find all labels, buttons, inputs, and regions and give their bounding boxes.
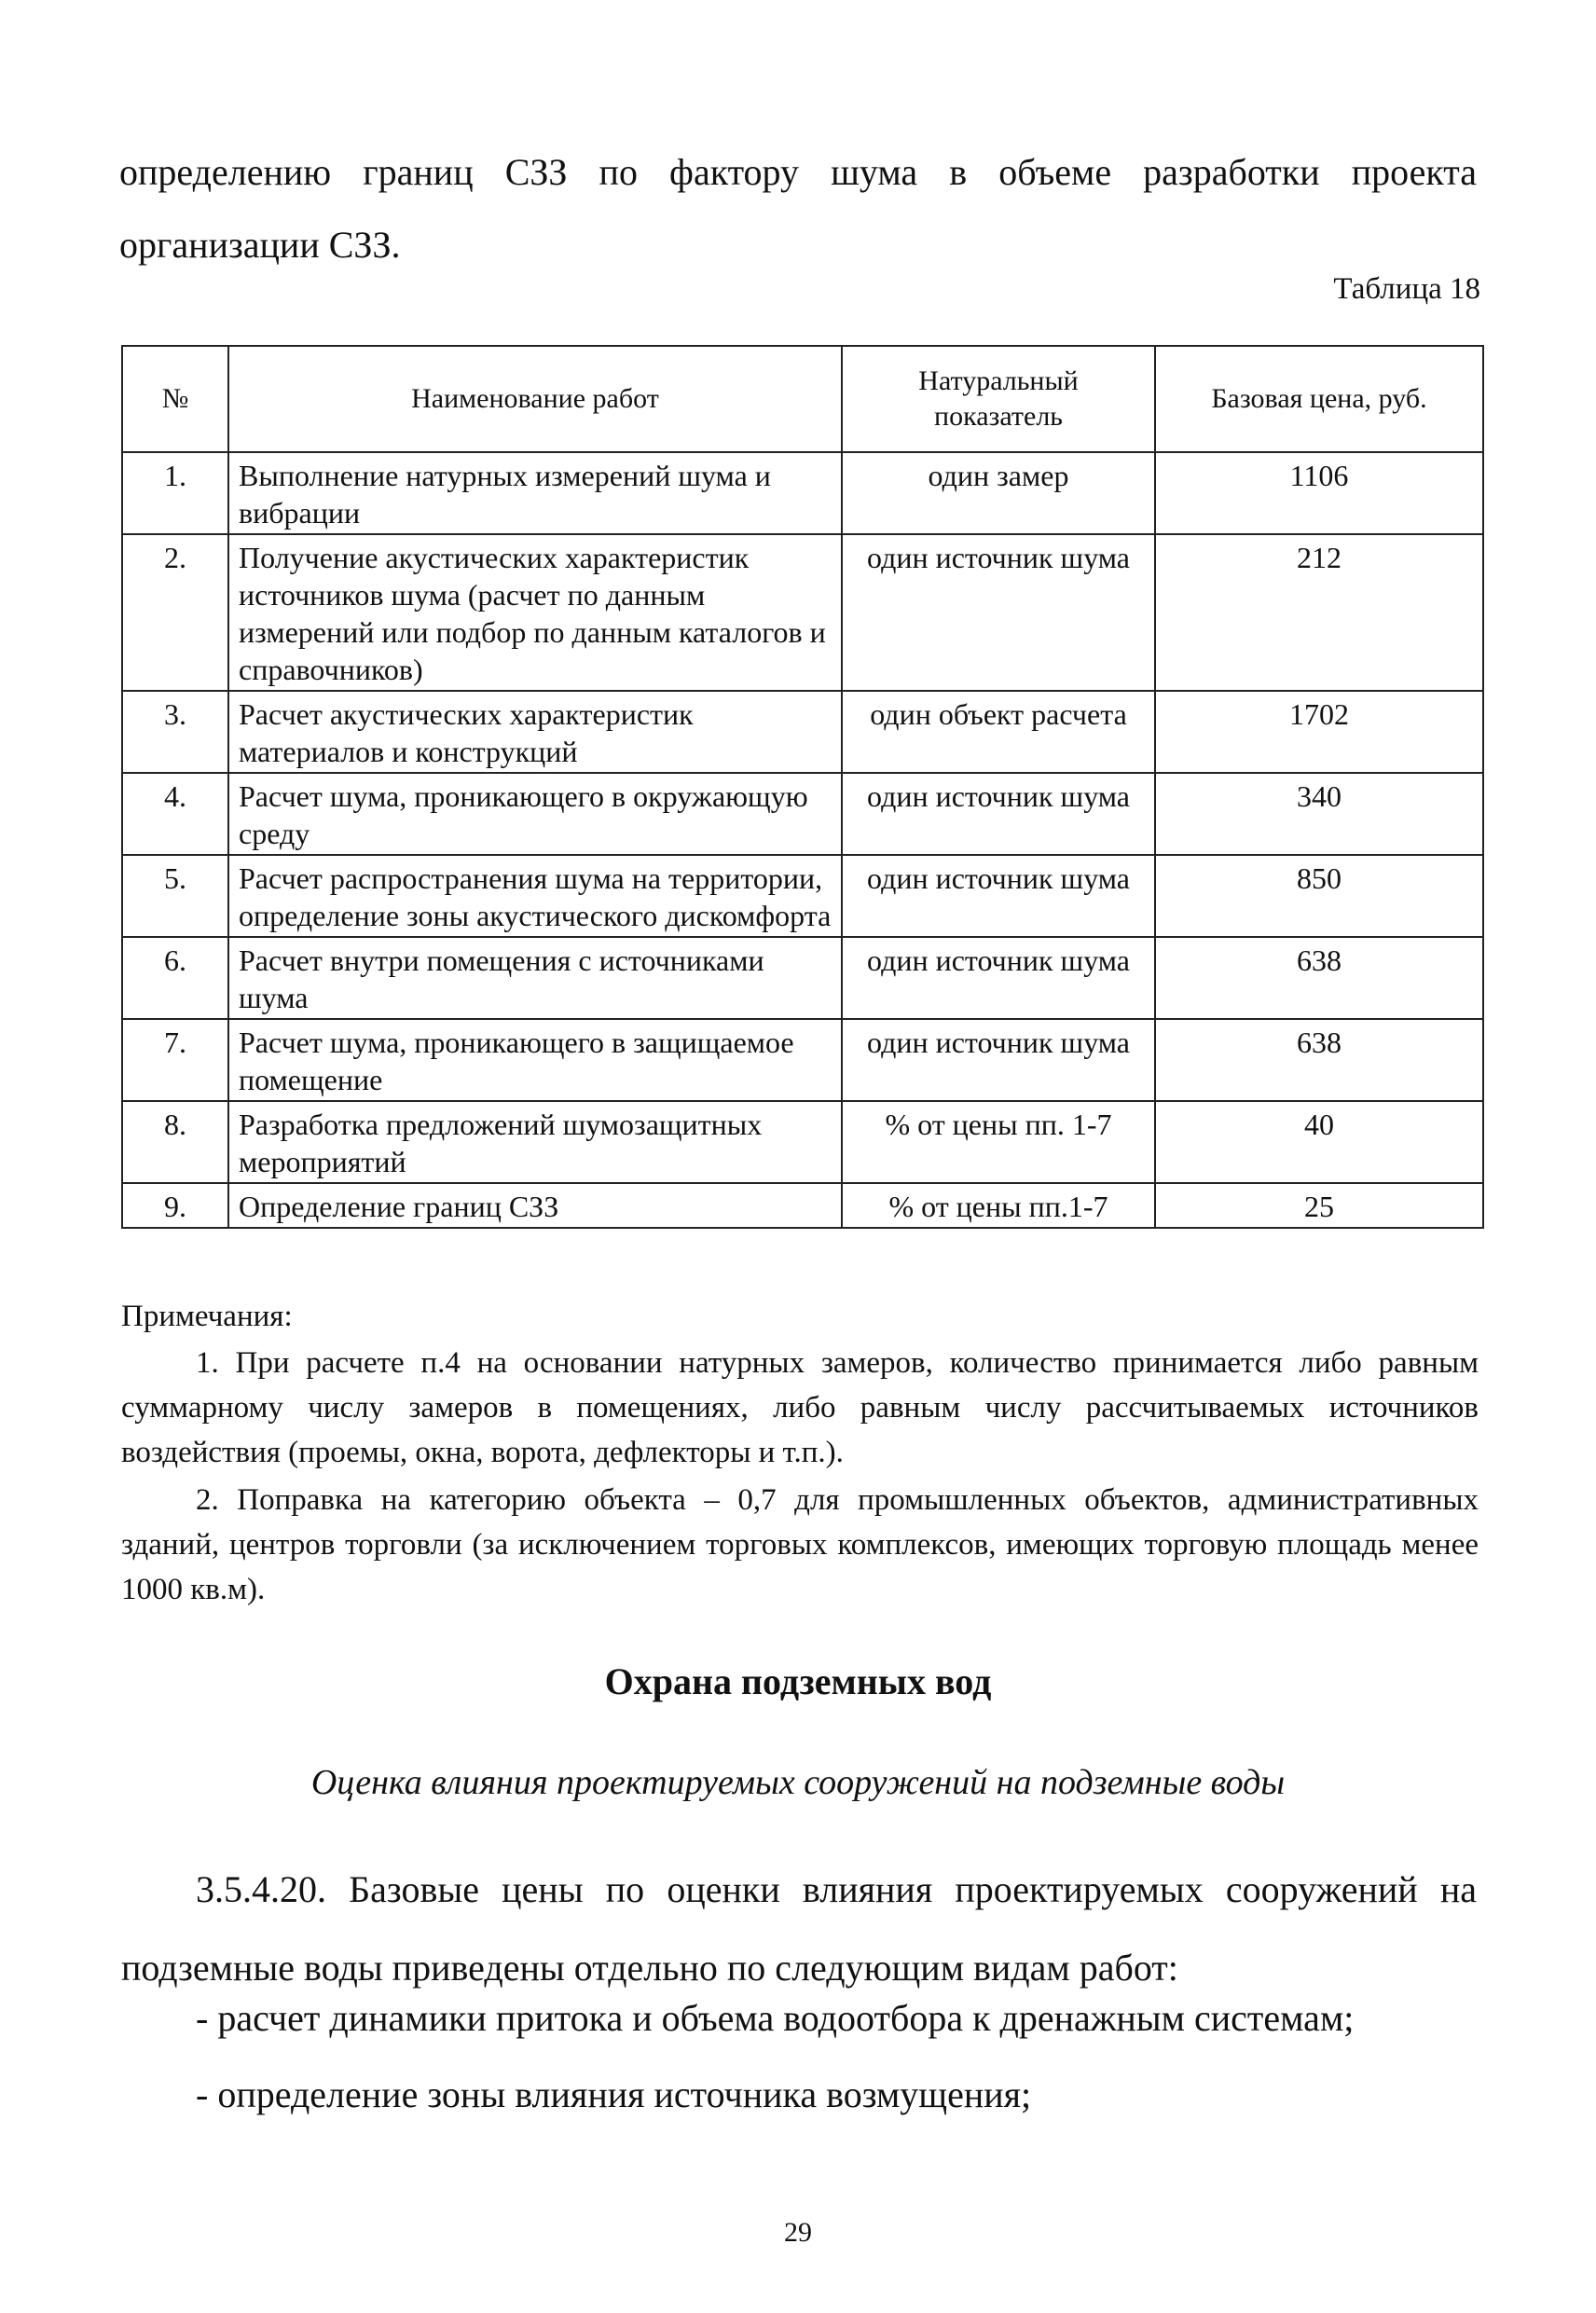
table-header-row bbox=[122, 346, 1483, 452]
row-num: 8. bbox=[122, 1101, 228, 1183]
header-unit: Натуральный показатель bbox=[842, 346, 1155, 452]
row-unit: один объект расчета bbox=[842, 691, 1155, 773]
row-num: 1. bbox=[122, 452, 228, 534]
list-item: - определение зоны влияния источника возмущения; bbox=[196, 2073, 1032, 2115]
notes-title: Примечания: bbox=[121, 1300, 293, 1333]
table-caption: Таблица 18 bbox=[1333, 272, 1480, 306]
row-price: 25 bbox=[1155, 1183, 1483, 1228]
row-num: 6. bbox=[122, 937, 228, 1019]
row-unit: один замер bbox=[842, 452, 1155, 534]
row-price: 638 bbox=[1155, 1019, 1483, 1101]
body-paragraph: 3.5.4.20. Базовые цены по оценки влияния проектируемых сооружений на подземные воды приведены отдельно по следующим видам работ: bbox=[121, 1868, 1477, 1989]
row-name: Расчет распространения шума на территории, определение зоны акустического дискомфорта bbox=[228, 855, 842, 937]
header-name: Наименование работ bbox=[228, 346, 842, 452]
table-row bbox=[122, 691, 1483, 773]
table-row bbox=[122, 1183, 1483, 1228]
section-heading: Охрана подземных вод bbox=[604, 1660, 992, 1702]
list-item: - расчет динамики притока и объема водоотбора к дренажным системам; bbox=[196, 1997, 1355, 2039]
row-name: Выполнение натурных измерений шума и вибрации bbox=[228, 452, 842, 534]
note-item-2: 2. Поправка на категорию объекта – 0,7 для промышленных объектов, административных зданий, центров торговли (за исключением торговых комплексов, имеющих торговую площадь менее 1000 кв.м). bbox=[121, 1483, 1479, 1606]
row-num: 4. bbox=[122, 773, 228, 855]
row-price: 1106 bbox=[1155, 452, 1483, 534]
table-row bbox=[122, 1019, 1483, 1101]
intro-paragraph: определению границ СЗЗ по фактору шума в объеме разработки проекта организации СЗЗ. bbox=[119, 151, 1477, 266]
works-price-table bbox=[121, 345, 1484, 1229]
row-unit: % от цены пп. 1-7 bbox=[842, 1101, 1155, 1183]
row-unit: один источник шума bbox=[842, 534, 1155, 691]
row-name: Расчет внутри помещения с источниками шума bbox=[228, 937, 842, 1019]
row-unit: % от цены пп.1-7 bbox=[842, 1183, 1155, 1228]
row-name: Разработка предложений шумозащитных мероприятий bbox=[228, 1101, 842, 1183]
row-unit: один источник шума bbox=[842, 855, 1155, 937]
row-unit: один источник шума bbox=[842, 773, 1155, 855]
sub-heading: Оценка влияния проектируемых сооружений на подземные воды bbox=[310, 1763, 1286, 1802]
row-name: Расчет акустических характеристик материалов и конструкций bbox=[228, 691, 842, 773]
row-name: Получение акустических характеристик источников шума (расчет по данным измерений или подбор по данным каталогов и справочников) bbox=[228, 534, 842, 691]
table-row bbox=[122, 937, 1483, 1019]
row-num: 9. bbox=[122, 1183, 228, 1228]
row-price: 340 bbox=[1155, 773, 1483, 855]
table-row bbox=[122, 1101, 1483, 1183]
table-row bbox=[122, 855, 1483, 937]
row-price: 638 bbox=[1155, 937, 1483, 1019]
header-num: № bbox=[122, 346, 228, 452]
row-num: 7. bbox=[122, 1019, 228, 1101]
row-price: 212 bbox=[1155, 534, 1483, 691]
row-price: 40 bbox=[1155, 1101, 1483, 1183]
table-row bbox=[122, 534, 1483, 691]
row-num: 2. bbox=[122, 534, 228, 691]
page-number: 29 bbox=[784, 2217, 812, 2248]
table-row bbox=[122, 452, 1483, 534]
row-price: 1702 bbox=[1155, 691, 1483, 773]
row-price: 850 bbox=[1155, 855, 1483, 937]
row-unit: один источник шума bbox=[842, 1019, 1155, 1101]
header-price: Базовая цена, руб. bbox=[1155, 346, 1483, 452]
row-num: 3. bbox=[122, 691, 228, 773]
row-name: Определение границ СЗЗ bbox=[228, 1183, 842, 1228]
row-num: 5. bbox=[122, 855, 228, 937]
row-name: Расчет шума, проникающего в защищаемое помещение bbox=[228, 1019, 842, 1101]
row-name: Расчет шума, проникающего в окружающую среду bbox=[228, 773, 842, 855]
note-item-1: 1. При расчете п.4 на основании натурных замеров, количество принимается либо равным суммарному числу замеров в помещениях, либо равным числу рассчитываемых источников воздействия (проемы, окна, ворота, дефлекторы и т.п.). bbox=[121, 1346, 1479, 1469]
row-unit: один источник шума bbox=[842, 937, 1155, 1019]
table-row bbox=[122, 773, 1483, 855]
